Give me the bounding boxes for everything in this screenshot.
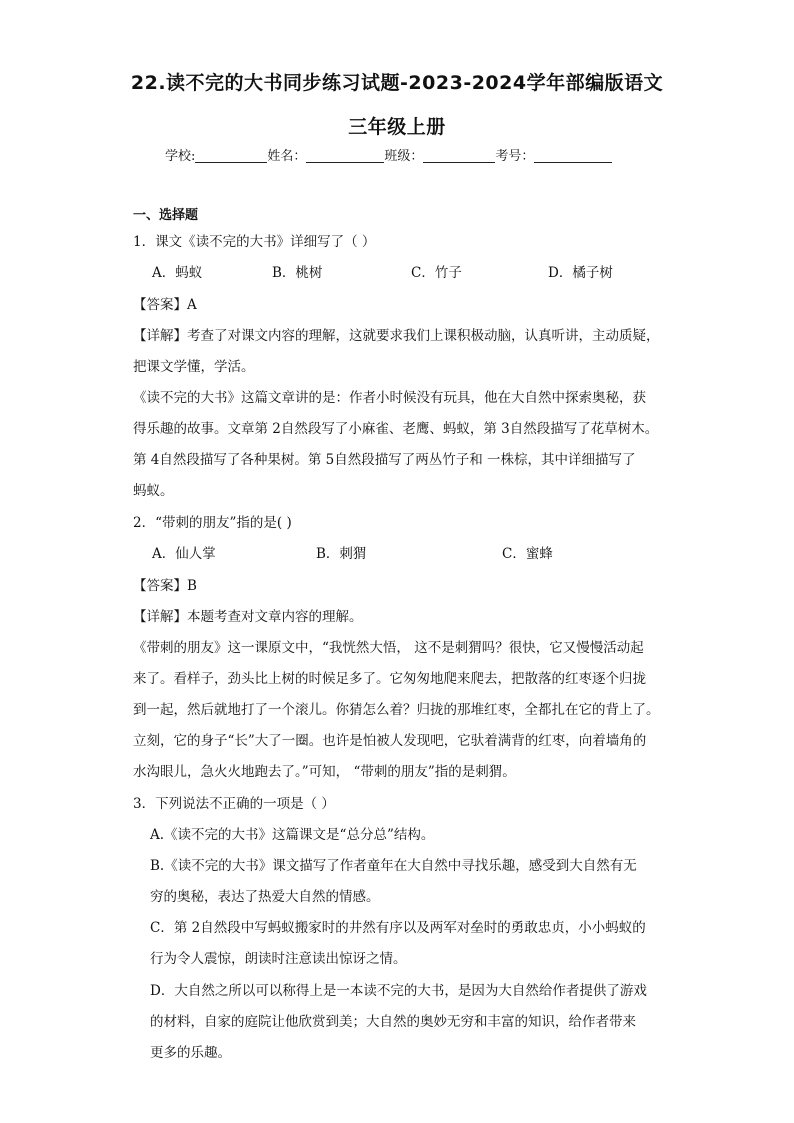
exam-no-label: 考号： bbox=[495, 149, 535, 164]
q1-stem: 1．课文《读不完的大书》详细写了（ ） bbox=[133, 234, 376, 250]
q1-option-c: C．竹子 bbox=[411, 265, 462, 281]
q1-option-d: D．橘子树 bbox=[548, 265, 613, 281]
q2-stem: 2．“带刺的朋友”指的是( ) bbox=[133, 515, 292, 531]
q3-option-line: B.《读不完的大书》课文描写了作者童年在大自然中寻找乐趣，感受到大自然有无 bbox=[150, 858, 637, 874]
q1-detail-line: 《读不完的大书》这篇文章讲的是：作者小时候没有玩具，他在大自然中探索奥秘，获 bbox=[133, 390, 646, 406]
q1-option-a: A．蚂蚁 bbox=[152, 265, 203, 281]
doc-title-line2: 三年级上册 bbox=[348, 116, 446, 138]
q1-detail-line: 把课文学懂，学活。 bbox=[133, 359, 255, 375]
section-heading: 一、选择题 bbox=[133, 208, 199, 223]
q2-detail-line: 《带刺的朋友》这一课原文中，“我恍然大悟， 这不是刺猬吗？很快，它又慢慢活动起 bbox=[133, 640, 644, 656]
q2-detail-line: 水沟眼儿，急火火地跑去了。”可知， “带刺的朋友”指的是刺猬。 bbox=[133, 764, 516, 780]
q3-option-line: C．第 2自然段中写蚂蚁搬家时的井然有序以及两军对垒时的勇敢忠贞，小小蚂蚁的 bbox=[150, 920, 646, 936]
q2-detail-line: 立刻，它的身子“长”大了一圈。也许是怕被人发现吧，它驮着满背的红枣，向着墙角的 bbox=[133, 733, 647, 749]
q1-option-b: B．桃树 bbox=[272, 265, 323, 281]
class-label: 班级： bbox=[384, 149, 424, 164]
q1-detail-line: 得乐趣的故事。文章第 2自然段写了小麻雀、老鹰、蚂蚁，第 3自然段描写了花草树木。 bbox=[133, 421, 659, 437]
name-blank[interactable] bbox=[306, 148, 384, 163]
q1-detail-line: 【详解】考查了对课文内容的理解，这就要求我们上课积极动脑，认真听讲，主动质疑， bbox=[133, 328, 660, 344]
q2-detail-line: 【详解】本题考查对文章内容的理解。 bbox=[133, 609, 363, 625]
doc-title-line1: 22.读不完的大书同步练习试题-2023-2024学年部编版语文 bbox=[130, 72, 664, 94]
q3-option-line: 行为令人震惊，朗读时注意读出惊讶之情。 bbox=[150, 951, 407, 967]
q1-detail-line: 第 4自然段描写了各种果树。第 5自然段描写了两丛竹子和 一株棕，其中详细描写了 bbox=[133, 452, 636, 468]
q2-option-b: B．刺猬 bbox=[316, 546, 367, 562]
school-label: 学校: bbox=[165, 149, 196, 164]
exam-no-blank[interactable] bbox=[534, 148, 612, 163]
q3-option-line: 穷的奥秘，表达了热爱大自然的情感。 bbox=[150, 889, 380, 905]
q1-answer: 【答案】A bbox=[133, 297, 197, 313]
school-blank[interactable] bbox=[195, 148, 267, 163]
q2-answer: 【答案】B bbox=[133, 578, 197, 594]
q3-stem: 3．下列说法不正确的一项是（ ） bbox=[133, 796, 335, 812]
q3-option-line: 更多的乐趣。 bbox=[150, 1045, 231, 1061]
student-info-row bbox=[165, 145, 612, 164]
q2-detail-line: 到一起，然后就地打了一个滚儿。你猜怎么着？归拢的那堆红枣，全都扎在它的背上了。 bbox=[133, 702, 660, 718]
q3-option-line: A.《读不完的大书》这篇课文是“总分总”结构。 bbox=[150, 827, 435, 843]
q2-option-a: A．仙人掌 bbox=[152, 546, 216, 562]
class-blank[interactable] bbox=[423, 148, 495, 163]
name-label: 姓名： bbox=[267, 149, 307, 164]
q2-option-c: C．蜜蜂 bbox=[502, 546, 553, 562]
q3-option-line: 的材料，自家的庭院让他欣赏到美；大自然的奥妙无穷和丰富的知识，给作者带来 bbox=[150, 1014, 636, 1030]
q2-detail-line: 来了。看样子，劲头比上树的时候足多了。它匆匆地爬来爬去，把散落的红枣逐个归拢 bbox=[133, 671, 646, 687]
q1-detail-line: 蚂蚁。 bbox=[133, 483, 174, 499]
q3-option-line: D．大自然之所以可以称得上是一本读不完的大书，是因为大自然给作者提供了游戏 bbox=[150, 983, 647, 999]
